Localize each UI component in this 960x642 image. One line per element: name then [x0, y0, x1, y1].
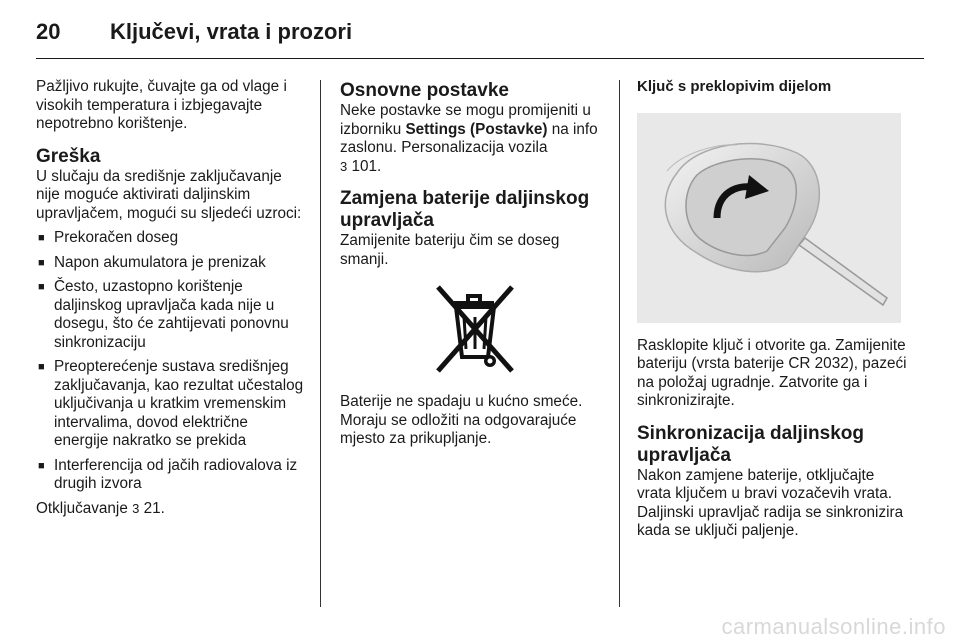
list-item: ■ Napon akumulatora je prenizak [36, 254, 304, 273]
column-3 [637, 78, 907, 541]
battery-heading: Zamjena baterije daljinskog upravljača [340, 188, 590, 231]
settings-text-b: na info zaslonu. Personalizacija vozila [340, 120, 598, 156]
column-divider [619, 80, 620, 607]
unlock-ref-label: Otključavanje [36, 499, 128, 517]
column-divider [320, 80, 321, 607]
sync-paragraph: Nakon zamjene baterije, otključajte vrata ključem u bravi vozačevih vrata. Daljinski upravljač radija se sinkronizira kada se uključi paljenje. [637, 466, 904, 539]
basic-settings-heading: Osnovne postavke [340, 80, 509, 101]
intro-paragraph: Pažljivo rukujte, čuvajte ga od vlage i visokih temperatura i izbjegavajte nepotrebno korištenje. [36, 78, 287, 132]
unlock-ref-page: 21. [143, 499, 165, 517]
list-item: ■ Često, uzastopno korištenje daljinskog upravljača kada nije u dosegu, što će zahtijevati ponovnu sinkronizaciju [36, 278, 304, 352]
chapter-title: Ključevi, vrata i prozori [110, 19, 353, 44]
page-number: 20 [36, 19, 61, 44]
crossed-out-wheelie-bin-icon [426, 281, 522, 377]
flip-key-battery-illustration [637, 113, 901, 323]
sync-heading: Sinkronizacija daljinskog upravljača [637, 422, 865, 466]
cross-reference-icon: 3 [132, 500, 140, 516]
fault-paragraph: U slučaju da središnje zaključavanje nije moguće aktivirati daljinskim upravljačem, mogući su sljedeći uzroci: [36, 167, 302, 222]
flip-key-subheading: Ključ s preklopivim dijelom [637, 78, 832, 95]
column-2 [340, 80, 608, 449]
settings-menu-name: Settings (Postavke) [405, 120, 548, 138]
list-item: ■ Prekoračen doseg [36, 229, 304, 248]
fault-heading: Greška [36, 145, 101, 167]
cross-reference-icon: 3 [340, 158, 348, 174]
disposal-paragraph: Baterije ne spadaju u kućno smeće. Moraju se odložiti na odgovarajuće mjesto za prikupljanje. [340, 393, 583, 447]
battery-paragraph: Zamijenite bateriju čim se doseg smanji. [340, 232, 560, 268]
list-item: ■ Preopterećenje sustava središnjeg zaključavanja, kao rezultat učestalog uključivanja u kratkim vremenskim intervalima, dovod električne energije nakratko se prekida [36, 358, 304, 451]
key-illustration-svg [637, 113, 901, 323]
header-rule [36, 58, 924, 59]
unlock-reference[interactable] [36, 500, 304, 519]
basic-settings-paragraph [340, 102, 608, 176]
cause-list [36, 229, 304, 494]
settings-ref-page[interactable]: 101. [351, 157, 382, 175]
watermark: carmanualsonline.info [721, 614, 946, 639]
battery-replace-paragraph: Rasklopite ključ i otvorite ga. Zamijenite bateriju (vrsta baterije CR 2032), pazeći na položaj ugradnje. Zatvorite ga i sinkronizirajte. [637, 336, 907, 409]
list-item: ■ Interferencija od jačih radiovalova iz drugih izvora [36, 457, 304, 494]
settings-text-a: Neke postavke se mogu promijeniti u izborniku [340, 102, 591, 138]
page-header [36, 14, 352, 50]
column-1 [36, 78, 304, 518]
bin-figure [340, 281, 608, 377]
